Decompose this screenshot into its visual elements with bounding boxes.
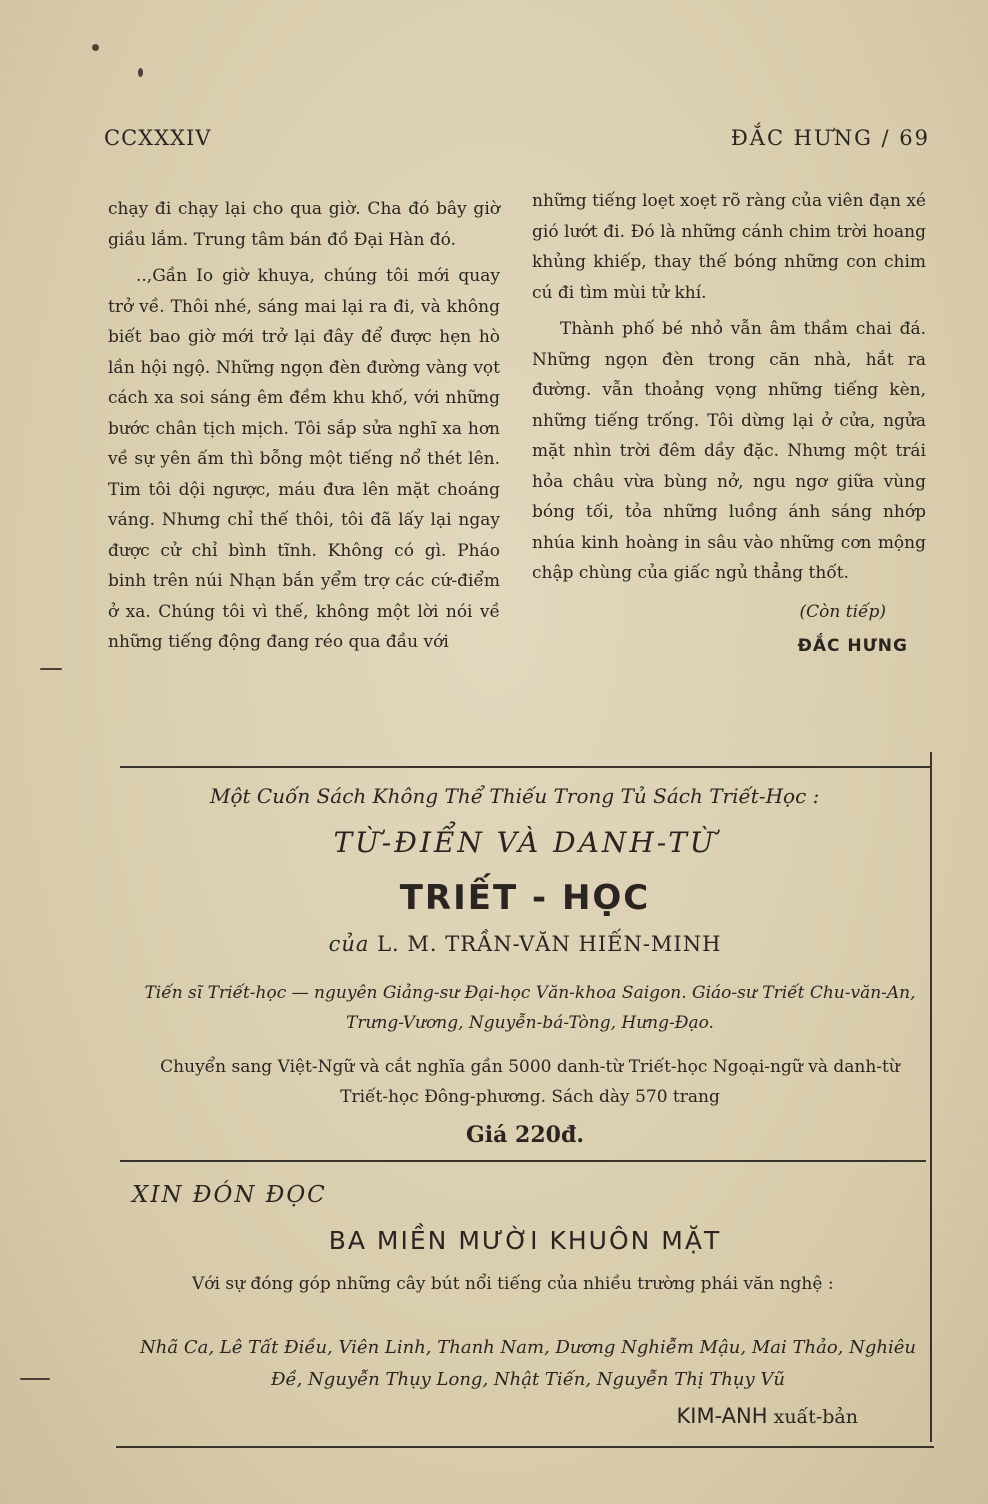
ad-intro: Một Cuốn Sách Không Thể Thiếu Trong Tủ Sách Triết-Học : xyxy=(210,784,820,808)
to-be-continued: (Còn tiếp) xyxy=(799,601,886,622)
paragraph: ..,Gần Io giờ khuya, chúng tôi mới quay trở về. Thôi nhé, sáng mai lại ra đi, và không biết bao giờ mới trở lại đây để được hẹn hò lần hội ngộ. Những ngọn đèn đường vàng vọt cách xa soi sáng êm đềm khu khố, với những bước chân tịch mịch. Tôi sắp sửa nghĩ xa hơn về sự yên ấm thì bỗng một tiếng nổ thét lên. Tim tôi dội ngược, máu đưa lên mặt choáng váng. Nhưng chỉ thế thôi, tôi đã lấy lại ngay được cử chỉ bình tĩnh. Không có gì. Pháo binh trên núi Nhạn bắn yểm trợ các cứ-điểm ở xa. Chúng tôi vì thế, không một lời nói về những tiếng động đang réo qua đầu với xyxy=(108,266,500,652)
author-byline: ĐẮC HƯNG xyxy=(797,636,908,656)
ink-speck xyxy=(40,668,62,670)
paragraph: chạy đi chạy lại cho qua giờ. Cha đó bây giờ giầu lắm. Trung tâm bán đồ Đại Hàn đó. xyxy=(108,199,500,250)
ad2-contributors: Nhã Ca, Lê Tất Điều, Viên Linh, Thanh Nam, Dương Nghiễm Mậu, Mai Thảo, Nghiêu Đề, Nguyễn Thụy Long, Nhật Tiến, Nguyễn Thị Thụy Vũ xyxy=(140,1337,916,1390)
advertisement-box xyxy=(120,768,930,1452)
ad-price: Giá 220đ. xyxy=(465,1122,585,1148)
paragraph: Thành phố bé nhỏ vẫn âm thầm chai đá. Những ngọn đèn trong căn nhà, hắt ra đường. vẫn thoảng vọng những tiếng kèn, những tiếng trống. Tôi dừng lại ở cửa, ngửa mặt nhìn trời đêm dầy đặc. Nhưng một trái hỏa châu vừa bùng nở, ngu ngơ giữa vùng bóng tối, tỏa những luồng ánh sáng nhớp nhúa kinh hoàng in sâu vào những cơn mộng chập chùng của giấc ngủ thẳng thốt. xyxy=(532,319,926,583)
ad2-description: Với sự đóng góp những cây bút nổi tiếng của nhiều trường phái văn nghệ : xyxy=(192,1274,834,1294)
page-series-number: CCXXXIV xyxy=(104,126,212,150)
ad-author-credentials: Tiến sĩ Triết-học — nguyên Giảng-sư Đại-học Văn-khoa Saigon. Giáo-sư Triết Chu-văn-An, Trưng-Vương, Nguyễn-bá-Tòng, Hưng-Đạo. xyxy=(144,983,916,1033)
left-column xyxy=(108,194,500,658)
author-prefix: của xyxy=(328,932,370,956)
author-name: L. M. TRẦN-VĂN HIẾN-MINH xyxy=(377,932,722,956)
publisher-name: KIM-ANH xyxy=(676,1404,768,1428)
running-head-author-page: ĐẮC HƯNG / 69 xyxy=(730,126,930,150)
ink-speck xyxy=(138,68,143,77)
ad2-book-title: BA MIỀN MƯỜI KHUÔN MẶT xyxy=(328,1226,722,1255)
ad-author xyxy=(120,932,930,956)
right-column xyxy=(532,186,926,662)
ad2-publisher xyxy=(676,1404,858,1428)
ink-speck xyxy=(92,44,99,51)
box-right-rule xyxy=(930,752,932,1442)
paragraph: những tiếng loẹt xoẹt rõ ràng của viên đạn xé gió lướt đi. Đó là những cánh chim trời hoang khủng khiếp, thay thế bóng những con chim cú đi tìm mùi tử khí. xyxy=(532,191,926,303)
publisher-suffix: xuất-bản xyxy=(773,1406,858,1428)
ink-speck xyxy=(20,1378,50,1380)
ad2-heading: XIN ĐÓN ĐỌC xyxy=(132,1182,327,1208)
ad-book-description: Chuyển sang Việt-Ngữ và cắt nghĩa gần 5000 danh-từ Triết-học Ngoại-ngữ và danh-từ Triết-học Đông-phương. Sách dày 570 trang xyxy=(160,1057,900,1107)
ad-book-title: TỪ-ĐIỂN VÀ DANH-TỪ xyxy=(333,826,717,859)
ad-book-subject: TRIẾT - HỌC xyxy=(399,878,651,918)
